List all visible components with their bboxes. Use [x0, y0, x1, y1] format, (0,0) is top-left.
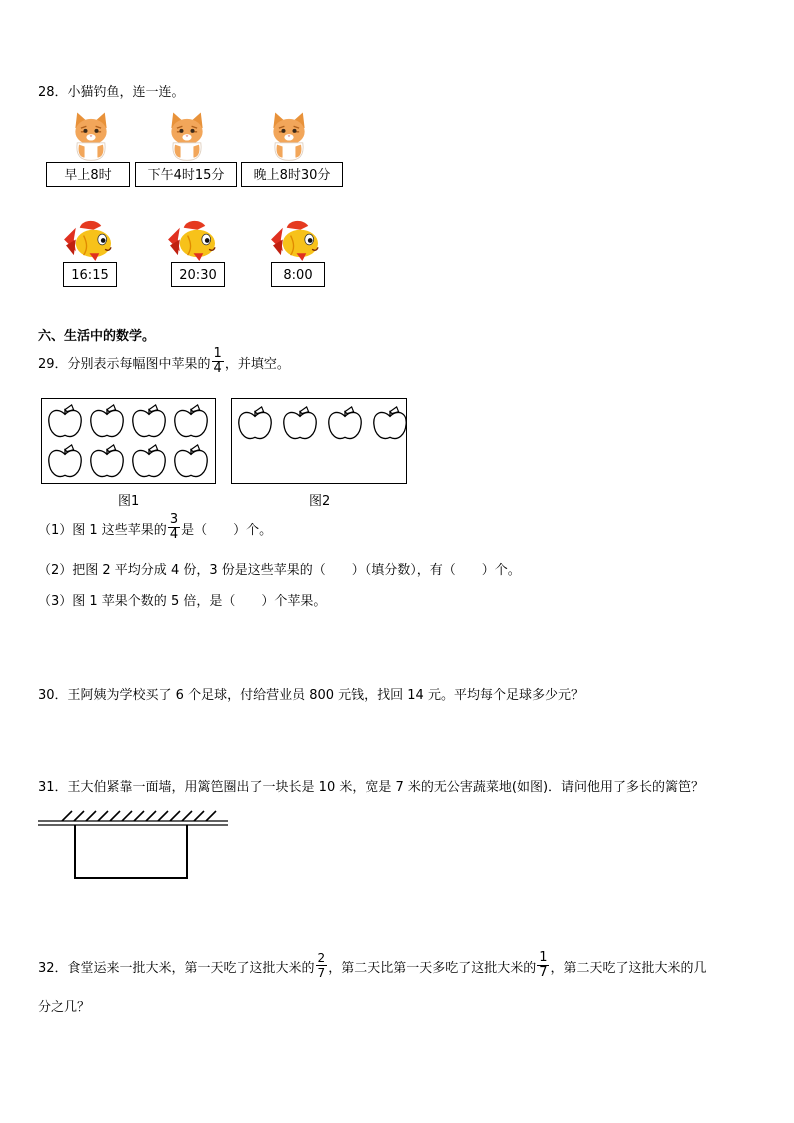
cat-time-3[interactable]: 晚上8时30分	[241, 162, 343, 187]
figure-1-apple-icon	[88, 403, 126, 441]
q32-part3: ，第二天吃了这批大米的几	[550, 961, 707, 976]
q32-part1: 32．食堂运来一批大米，第一天吃了这批大米的	[38, 961, 315, 976]
figure-2-caption: 图2	[309, 494, 331, 509]
figure-2-apple-icon	[371, 405, 409, 443]
q32-frac1-den: 7	[317, 966, 326, 980]
q29-intro	[38, 346, 290, 380]
figure-1-caption: 图1	[118, 494, 140, 509]
cat-time-2[interactable]: 下午4时15分	[135, 162, 237, 187]
q29-intro-after: ，并填空。	[224, 357, 290, 372]
figure-2-apple-icon	[326, 405, 364, 443]
q32-frac2-den: 7	[539, 965, 548, 980]
q32-frac1-num: 2	[317, 951, 326, 965]
figure-1-apple-icon	[46, 403, 84, 441]
cat-1-icon	[68, 108, 114, 162]
q32-line1	[38, 952, 707, 986]
q29-intro-fraction	[212, 347, 224, 376]
q29-sub3: （3）图 1 苹果个数的 5 倍，是（ ）个苹果。	[38, 594, 327, 609]
q32-fraction-2	[537, 951, 549, 980]
q29-intro-frac-den: 4	[213, 361, 222, 376]
cat-3-icon	[266, 108, 312, 162]
q29-sub1-frac-den: 4	[169, 527, 179, 542]
cat-time-1[interactable]: 早上8时	[46, 162, 130, 187]
q32-fraction-1	[316, 951, 328, 980]
wall-fence-diagram	[36, 808, 232, 884]
fish-time-3[interactable]: 8:00	[271, 262, 325, 287]
figure-1-apple-icon	[46, 443, 84, 481]
figure-2-box	[231, 398, 407, 484]
q29-sub2: （2）把图 2 平均分成 4 份，3 份是这些苹果的（ ）（填分数），有（ ）个。	[38, 563, 521, 578]
fish-1-icon	[62, 218, 116, 262]
fish-2-icon	[166, 218, 220, 262]
figure-1-apple-icon	[130, 443, 168, 481]
q30-text: 30．王阿姨为学校买了 6 个足球，付给营业员 800 元钱，找回 14 元。平均每个足球多少元？	[38, 688, 584, 703]
q29-sub1-frac-num: 3	[169, 512, 179, 527]
figure-1-box	[41, 398, 216, 484]
q32-frac2-num: 1	[539, 950, 548, 965]
q29-sub1-fraction	[168, 513, 180, 542]
figure-1-apple-icon	[172, 443, 210, 481]
fish-3-icon	[269, 218, 323, 262]
q29-sub1	[38, 512, 273, 546]
wall-hatching	[62, 811, 216, 821]
q29-sub1-after: 是（ ）个。	[181, 523, 273, 538]
figure-2-apple-icon	[281, 405, 319, 443]
cat-2-icon	[164, 108, 210, 162]
q32-line2: 分之几？	[38, 1000, 91, 1015]
q32-part2: ，第二天比第一天多吃了这批大米的	[328, 961, 537, 976]
q29-intro-before: 29．分别表示每幅图中苹果的	[38, 357, 211, 372]
q31-text: 31．王大伯紧靠一面墙，用篱笆圈出了一块长是 10 米，宽是 7 米的无公害蔬菜地(如图)．请问他用了多长的篱笆？	[38, 780, 705, 795]
figure-2-apple-icon	[236, 405, 274, 443]
fish-time-1[interactable]: 16:15	[63, 262, 117, 287]
figure-1-apple-icon	[172, 403, 210, 441]
q29-sub1-before: （1）图 1 这些苹果的	[38, 523, 167, 538]
fence-rectangle	[75, 825, 187, 878]
figure-1-apple-icon	[130, 403, 168, 441]
figure-1-apple-icon	[88, 443, 126, 481]
q29-intro-frac-num: 1	[213, 346, 222, 361]
section6-title: 六、生活中的数学。	[38, 329, 156, 344]
fish-time-2[interactable]: 20:30	[171, 262, 225, 287]
q28-title: 28．小猫钓鱼，连一连。	[38, 85, 185, 100]
